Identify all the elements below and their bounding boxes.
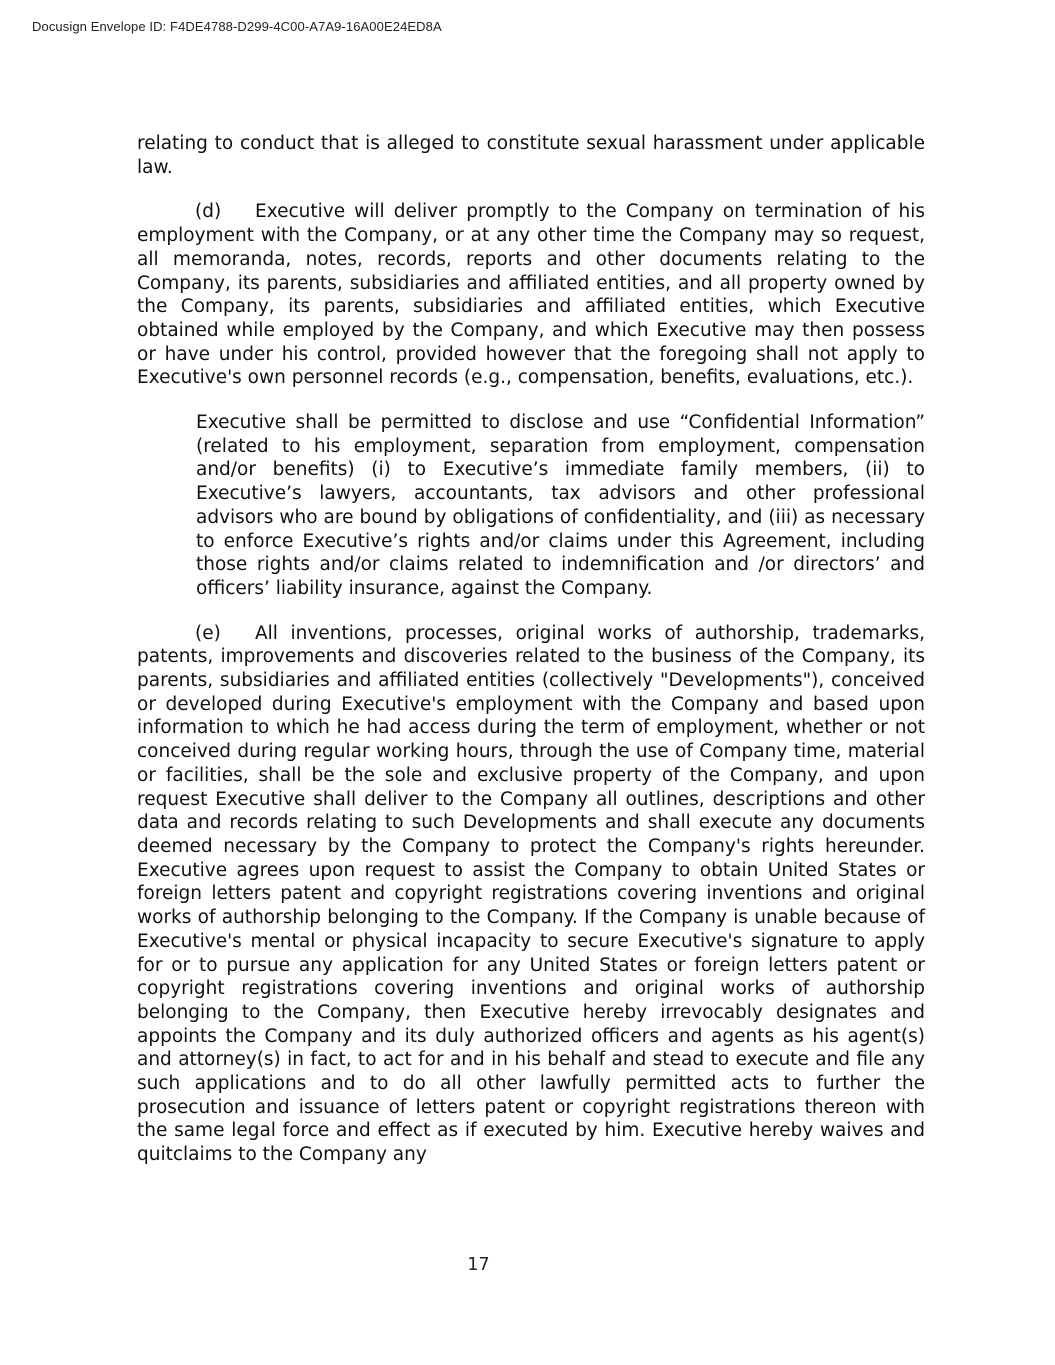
paragraph-d-number: (d) [195,201,222,223]
paragraph-d [137,200,925,390]
paragraph-d-text: Executive will deliver promptly to the Company on termination of his employment with the Company, or at any other time the Company may so request, all memoranda, notes, records, reports and other documents relating to the Company, its parents, subsidiaries and affiliated entities, and all property owned by the Company, its parents, subsidiaries and affiliated entities, which Executive obtained while employed by the Company, and which Executive may then possess or have under his control, provided however that the foregoing shall not apply to Executive's own personnel records (e.g., compensation, benefits, evaluations, etc.). [137,201,925,389]
paragraph-e-text: All inventions, processes, original works of authorship, trademarks, patents, improvements and discoveries related to the business of the Company, its parents, subsidiaries and affiliated entities (collectively "Developments"), conceived or developed during Executive's employment with the Company and based upon information to which he had access during the term of employment, whether or not conceived during regular working hours, through the use of Company time, material or facilities, shall be the sole and exclusive property of the Company, and upon request Executive shall deliver to the Company all outlines, descriptions and other data and records relating to such Developments and shall execute any documents deemed necessary by the Company to protect the Company's rights hereunder. Executive agrees upon request to assist the Company to obtain United States or foreign letters patent and copyright registrations covering inventions and original works of authorship belonging to the Company. If the Company is unable because of Executive's mental or physical incapacity to secure Executive's signature to apply for or to pursue any application for any United States or foreign letters patent or copyright registrations covering inventions and original works of authorship belonging to the Company, then Executive hereby irrevocably designates and appoints the Company and its duly authorized officers and agents as his agent(s) and attorney(s) in fact, to act for and in his behalf and stead to execute and file any such applications and to do all other lawfully permitted acts to further the prosecution and issuance of letters patent or copyright registrations thereon with the same legal force and effect as if executed by him. Executive hereby waives and quitclaims to the Company any [137,622,925,1166]
confidential-information-block: Executive shall be permitted to disclose and use “Confidential Information” (related to his employment, separation from employment, compensation and/or benefits) (i) to Executive’s immediate family members, (ii) to Executive’s lawyers, accountants, tax advisors and other professional advisors who are bound by obligations of confidentiality, and (iii) as necessary to enforce Executive’s rights and/or claims under this Agreement, including those rights and/or claims related to indemnification and /or directors’ and officers’ liability insurance, against the Company. [196,412,925,599]
paragraph-e [137,622,925,1167]
docusign-envelope-id: Docusign Envelope ID: F4DE4788-D299-4C00-A7A9-16A00E24ED8A [32,19,442,34]
paragraph-e-number: (e) [195,622,221,644]
continuation-paragraph: relating to conduct that is alleged to constitute sexual harassment under applicable law. [137,133,925,178]
page-number: 17 [467,1255,490,1275]
document-body [137,132,925,1167]
